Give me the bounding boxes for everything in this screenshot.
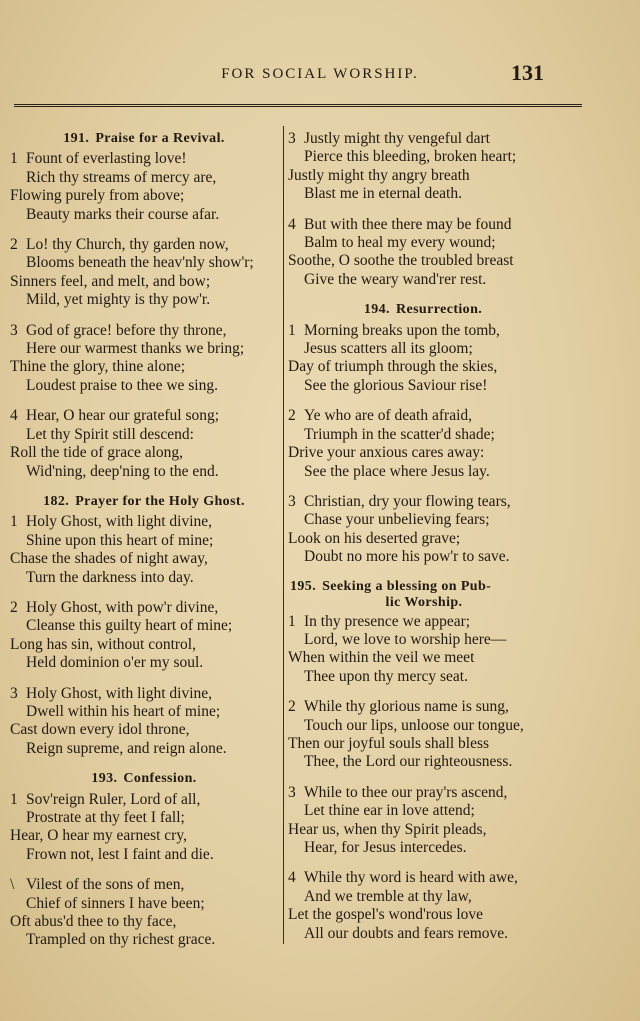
header-rule	[14, 104, 582, 107]
verse-number: 2	[10, 236, 18, 254]
stanza	[10, 685, 278, 759]
verse-line: Hear, O hear my earnest cry,	[10, 827, 187, 845]
verse-line: Chase your unbelieving fears;	[304, 511, 490, 529]
stanza	[10, 599, 278, 673]
hymn-block	[10, 493, 278, 758]
verse-line: Prostrate at thy feet I fall;	[26, 809, 185, 826]
verse-line: Mild, yet mighty is thy pow'r.	[26, 291, 211, 309]
stanza	[288, 698, 558, 772]
verse-line: Jesus scatters all its gloom;	[304, 340, 473, 358]
verse-number: 2	[288, 698, 296, 716]
verse-number: 4	[288, 215, 296, 233]
stanza	[10, 407, 278, 481]
verse-line: Drive your anxious cares away:	[288, 444, 485, 462]
verse-number: 3	[288, 492, 296, 510]
hymn-number: 193.	[91, 771, 118, 787]
verse-line: Held dominion o'er my soul.	[26, 654, 204, 672]
verse-line: Let thine ear in love attend;	[304, 802, 475, 820]
verse-line: Touch our lips, unloose our tongue,	[304, 716, 524, 734]
hymn-block	[10, 130, 278, 481]
verse-line: 3 God of grace! before thy throne,	[10, 321, 227, 339]
verse-number: 1	[288, 321, 296, 339]
verse-line: All our doubts and fears remove.	[304, 924, 509, 942]
verse-line: Turn the darkness into day.	[26, 568, 194, 586]
verse-number: 2	[10, 598, 18, 616]
page-number: 131	[511, 60, 544, 85]
verse-line: 1 Holy Ghost, with light divine,	[10, 513, 212, 531]
verse-line: Blooms beneath the heav'nly show'r;	[26, 254, 254, 272]
verse-line: Here our warmest thanks we bring;	[26, 340, 245, 358]
verse-line: 1 Fount of everlasting love!	[10, 150, 187, 168]
verse-line: Trampled on thy richest grace.	[26, 931, 216, 949]
verse-line: When within the veil we meet	[288, 649, 475, 667]
verse-line: Let the gospel's wond'rous love	[288, 906, 483, 924]
verse-line: 1 In thy presence we appear;	[288, 612, 471, 630]
verse-line: 4 While thy word is heard with awe,	[288, 869, 518, 887]
verse-line: 3 Holy Ghost, with light divine,	[10, 684, 212, 702]
verse-line: 4 Hear, O hear our grateful song;	[10, 407, 220, 425]
hymn-title-text: Seeking a blessing on Pub-	[322, 578, 492, 594]
hymn-block	[288, 579, 558, 944]
verse-line: Doubt no more his pow'r to save.	[304, 548, 510, 566]
verse-line: 3 While to thee our pray'rs ascend,	[288, 783, 508, 801]
stanza	[288, 322, 558, 396]
verse-line: Long has sin, without control,	[10, 635, 196, 653]
verse-line: Wid'ning, deep'ning to the end.	[26, 462, 219, 480]
verse-line: Cleanse this guilty heart of mine;	[26, 617, 233, 635]
verse-line: Chief of sinners I have been;	[26, 894, 205, 912]
verse-line: See the glorious Saviour rise!	[304, 376, 488, 394]
stanza	[288, 613, 558, 687]
stanza	[288, 784, 558, 858]
stanza	[10, 236, 278, 310]
verse-line: Look on his deserted grave;	[288, 529, 461, 547]
verse-line: 2 Holy Ghost, with pow'r divine,	[10, 598, 219, 616]
verse-line: Blast me in eternal death.	[304, 185, 462, 203]
verse-number: 2	[288, 407, 296, 425]
hymn-number: 194.	[363, 302, 390, 318]
verse-line: \ Vilest of the sons of men,	[10, 876, 185, 894]
running-header: FOR SOCIAL WORSHIP.	[221, 66, 419, 82]
verse-line: Triumph in the scatter'd shade;	[304, 425, 495, 443]
verse-number: 4	[10, 407, 18, 425]
verse-number: 3	[10, 684, 18, 702]
verse-line: Roll the tide of grace along,	[10, 444, 184, 462]
hymn-number: 191.	[63, 131, 90, 146]
verse-line: Balm to heal my every wound;	[304, 234, 496, 252]
verse-line: Dwell within his heart of mine;	[26, 702, 221, 720]
verse-line: Reign supreme, and reign alone.	[26, 739, 227, 757]
hymn-number: 182.	[43, 493, 70, 509]
verse-line: Soothe, O soothe the troubled breast	[288, 252, 514, 270]
verse-line: Cast down every idol throne,	[10, 721, 190, 739]
verse-line: Let thy Spirit still descend:	[26, 425, 194, 443]
verse-line: Give the weary wand'rer rest.	[304, 270, 487, 288]
stanza	[10, 876, 278, 950]
hymn-title-text: Prayer for the Holy Ghost.	[75, 493, 245, 509]
verse-line: 1 Morning breaks upon the tomb,	[288, 321, 500, 339]
verse-line: Shine upon this heart of mine;	[26, 531, 214, 549]
verse-number: 1	[10, 513, 18, 531]
verse-number: 3	[288, 130, 296, 147]
verse-line: Day of triumph through the skies,	[288, 358, 498, 376]
left-column	[10, 130, 278, 962]
verse-line: Then our joyful souls shall bless	[288, 734, 490, 752]
verse-line: 1 Sov'reign Ruler, Lord of all,	[10, 790, 201, 808]
stanza	[288, 493, 558, 567]
stanza	[10, 513, 278, 587]
hymn-title	[10, 770, 278, 788]
verse-line: Lord, we love to worship here—	[304, 630, 507, 648]
verse-number: 1	[10, 150, 18, 168]
verse-line: See the place where Jesus lay.	[304, 462, 490, 480]
verse-line: Sinners feel, and melt, and bow;	[10, 272, 211, 290]
verse-number: 1	[10, 790, 18, 808]
hymn-title-text: Praise for a Revival.	[95, 131, 225, 146]
hymn-block	[288, 301, 558, 566]
verse-number: 1	[288, 612, 296, 630]
verse-line: Beauty marks their course afar.	[26, 205, 220, 223]
hymn-title-text: Resurrection.	[395, 302, 483, 318]
verse-line: Flowing purely from above;	[10, 187, 185, 205]
hymn-title	[10, 130, 278, 148]
verse-number: 3	[10, 321, 18, 339]
stanza	[288, 216, 558, 290]
hymn-number: 195.	[290, 578, 317, 594]
hymn-title-line2: lic Worship.	[385, 594, 463, 610]
verse-number: \	[10, 876, 15, 894]
verse-line: Chase the shades of night away,	[10, 550, 208, 568]
verse-line: Pierce this bleeding, broken heart;	[304, 148, 517, 166]
stanza	[10, 791, 278, 865]
verse-line: Justly might thy angry breath	[288, 166, 470, 184]
verse-line: Thee upon thy mercy seat.	[304, 667, 468, 685]
stanza	[10, 150, 278, 224]
stanza	[288, 869, 558, 943]
stanza	[288, 130, 558, 204]
verse-line: 2 Lo! thy Church, thy garden now,	[10, 236, 229, 254]
verse-number: 4	[288, 869, 296, 887]
verse-line: 2 While thy glorious name is sung,	[288, 698, 509, 716]
stanza	[288, 407, 558, 481]
hymn-block	[10, 770, 278, 950]
column-divider	[283, 126, 284, 944]
verse-line: Oft abus'd thee to thy face,	[10, 913, 177, 931]
stanza	[10, 322, 278, 396]
right-column	[288, 130, 558, 955]
verse-line: 3 Justly might thy vengeful dart	[288, 130, 490, 147]
verse-line: 4 But with thee there may be found	[288, 215, 512, 233]
verse-line: Hear us, when thy Spirit pleads,	[288, 820, 487, 838]
verse-line: Thee, the Lord our righteousness.	[304, 753, 513, 771]
verse-number: 3	[288, 783, 296, 801]
verse-line: Rich thy streams of mercy are,	[26, 168, 217, 186]
verse-line: Frown not, lest I faint and die.	[26, 845, 214, 863]
hymn-block	[288, 130, 558, 289]
hymn-title	[288, 579, 558, 611]
verse-line: 2 Ye who are of death afraid,	[288, 407, 473, 425]
verse-line: 3 Christian, dry your flowing tears,	[288, 492, 511, 510]
verse-line: Thine the glory, thine alone;	[10, 358, 186, 376]
verse-line: Loudest praise to thee we sing.	[26, 376, 218, 394]
verse-line: Hear, for Jesus intercedes.	[304, 839, 467, 856]
hymn-title-text: Confession.	[123, 771, 197, 787]
hymn-title	[10, 493, 278, 511]
hymn-title	[288, 301, 558, 319]
verse-line: And we tremble at thy law,	[304, 887, 472, 905]
